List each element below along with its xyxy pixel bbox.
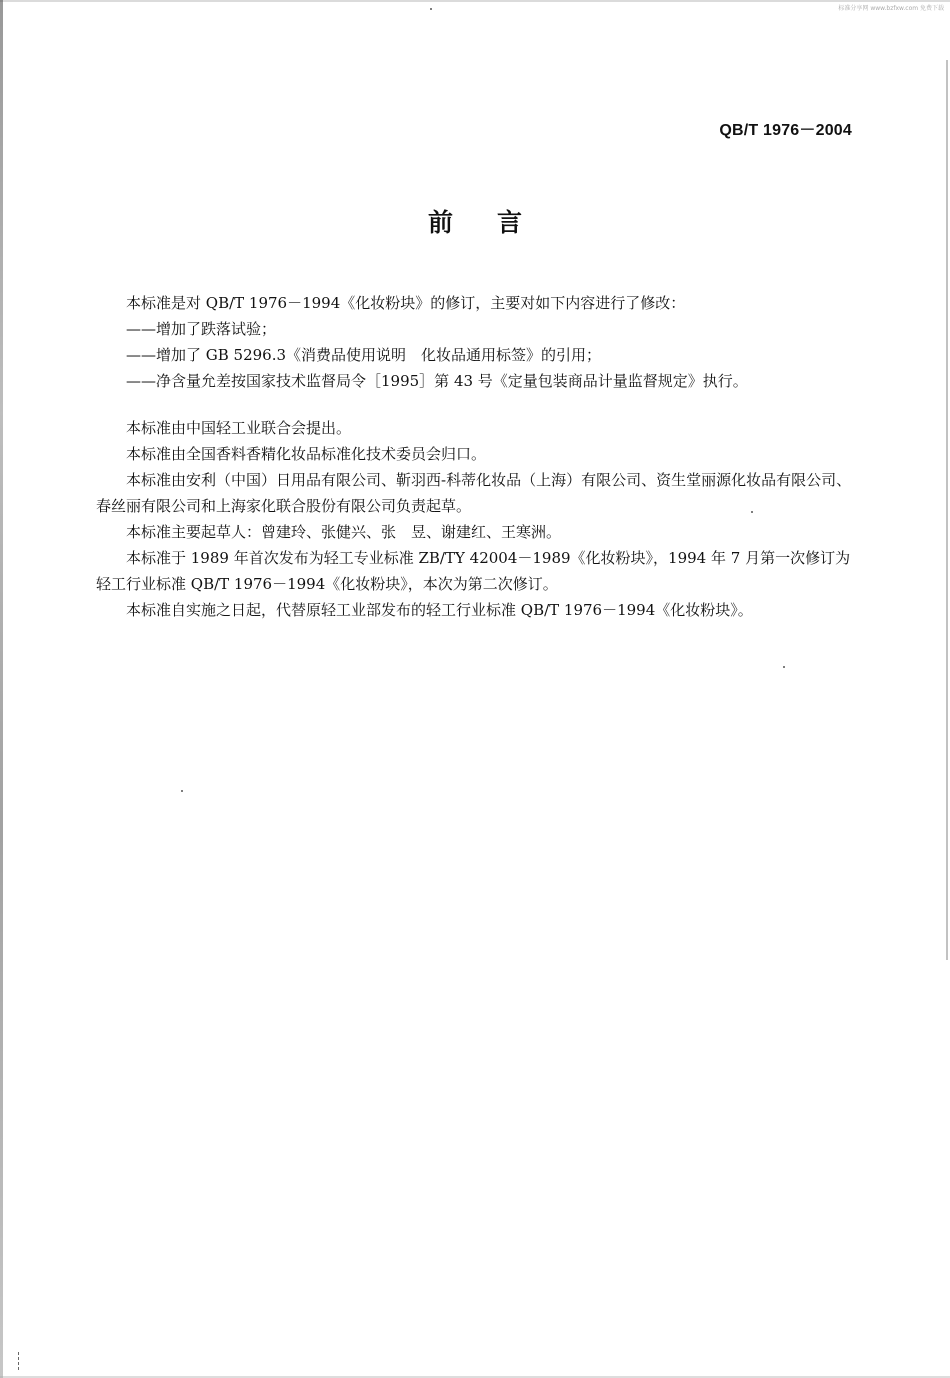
watermark: 标准分享网 www.bzfxw.com 免费下载	[838, 5, 944, 12]
intro-paragraph: 本标准是对 QB/T 1976－1994《化妆粉块》的修订，主要对如下内容进行了修改：	[126, 294, 686, 312]
scan-right-edge	[946, 60, 948, 960]
change-item: ——净含量允差按国家技术监督局令［1995］第 43 号《定量包装商品计量监督规定》执行。	[126, 372, 748, 390]
committee-paragraph: 本标准由全国香料香精化妆品标准化技术委员会归口。	[126, 445, 487, 463]
changes-section	[96, 290, 856, 394]
drafting-units-paragraph: 本标准由安利（中国）日用品有限公司、靳羽西-科蒂化妆品（上海）有限公司、资生堂丽源化妆品有限公司、春丝丽有限公司和上海家化联合股份有限公司负责起草。	[96, 471, 852, 515]
scan-speck	[181, 790, 183, 792]
change-item: ——增加了 GB 5296.3《消费品使用说明 化妆品通用标签》的引用；	[126, 346, 602, 364]
drafters-paragraph: 本标准主要起草人：曾建玲、张健兴、张 昱、谢建红、王寒洲。	[126, 523, 562, 541]
scan-speck	[783, 666, 785, 668]
info-section	[96, 415, 856, 623]
change-item: ——增加了跌落试验；	[126, 320, 277, 338]
proposer-paragraph: 本标准由中国轻工业联合会提出。	[126, 419, 352, 437]
scan-speck	[430, 8, 432, 10]
scan-top-border	[0, 0, 950, 2]
history-paragraph: 本标准于 1989 年首次发布为轻工专业标准 ZB/TY 42004－1989《化妆粉块》，1994 年 7 月第一次修订为轻工行业标准 QB/T 1976－1994《化妆粉块》，本次为第二次修订。	[96, 549, 851, 593]
scan-corner-mark	[18, 1352, 20, 1370]
standard-code: QB/T 1976－2004	[719, 122, 852, 139]
page-title: 前言	[427, 208, 566, 237]
scan-speck	[751, 511, 753, 513]
replacement-paragraph: 本标准自实施之日起，代替原轻工业部发布的轻工行业标准 QB/T 1976－1994《化妆粉块》。	[126, 601, 753, 619]
